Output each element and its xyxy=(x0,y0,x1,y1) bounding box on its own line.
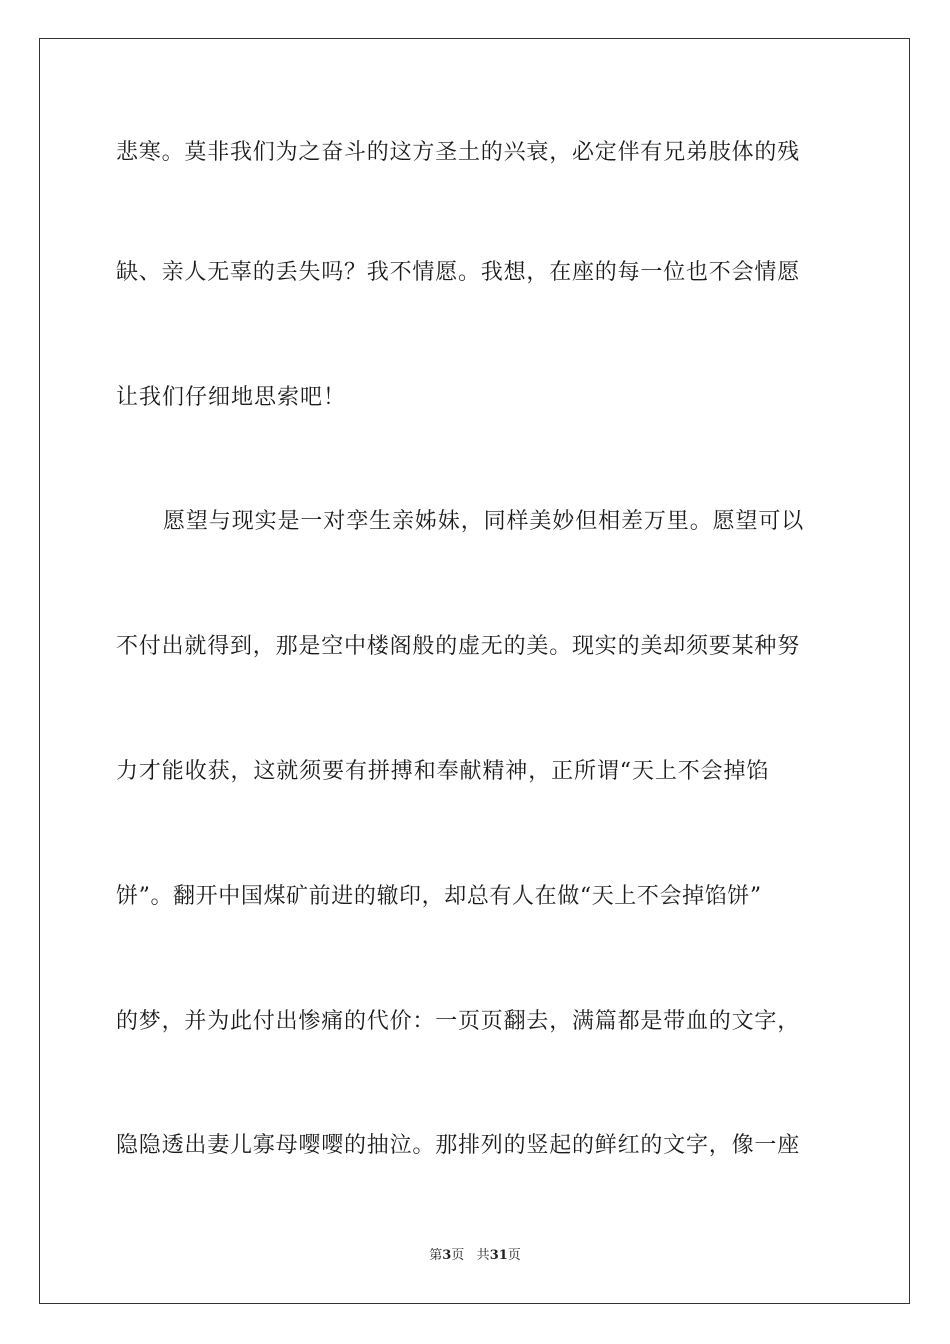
text-line: 悲寒。莫非我们为之奋斗的这方圣土的兴衰，必定伴有兄弟肢体的残 xyxy=(116,140,801,165)
paragraph-first-line: 愿望与现实是一对孪生亲姊妹，同样美妙但相差万里。愿望可以 xyxy=(163,509,805,534)
text-line: 缺、亲人无辜的丢失吗？我不情愿。我想，在座的每一位也不会情愿 xyxy=(116,260,801,285)
page-footer xyxy=(0,1247,950,1265)
page-border xyxy=(39,38,910,1304)
page-suffix: 页 xyxy=(451,1248,465,1263)
text-line: 的梦，并为此付出惨痛的代价：一页页翻去，满篇都是带血的文字， xyxy=(116,1009,801,1034)
text-line: 不付出就得到，那是空中楼阁般的虚无的美。现实的美却须要某种努 xyxy=(116,634,801,659)
text-line: 饼”。翻开中国煤矿前进的辙印，却总有人在做“天上不会掉馅饼” xyxy=(116,884,762,909)
text-line: 隐隐透出妻儿寡母嘤嘤的抽泣。那排列的竖起的鲜红的文字，像一座 xyxy=(116,1133,801,1158)
total-pages: 31 xyxy=(489,1248,508,1263)
text-line: 力才能收获，这就须要有拼搏和奉献精神，正所谓“天上不会掉馅 xyxy=(116,759,770,784)
text-line: 让我们仔细地思索吧！ xyxy=(116,385,347,410)
page-number: 3 xyxy=(442,1248,452,1263)
total-suffix: 页 xyxy=(507,1248,521,1263)
total-prefix: 共 xyxy=(476,1248,490,1263)
page-prefix: 第 xyxy=(429,1248,443,1263)
